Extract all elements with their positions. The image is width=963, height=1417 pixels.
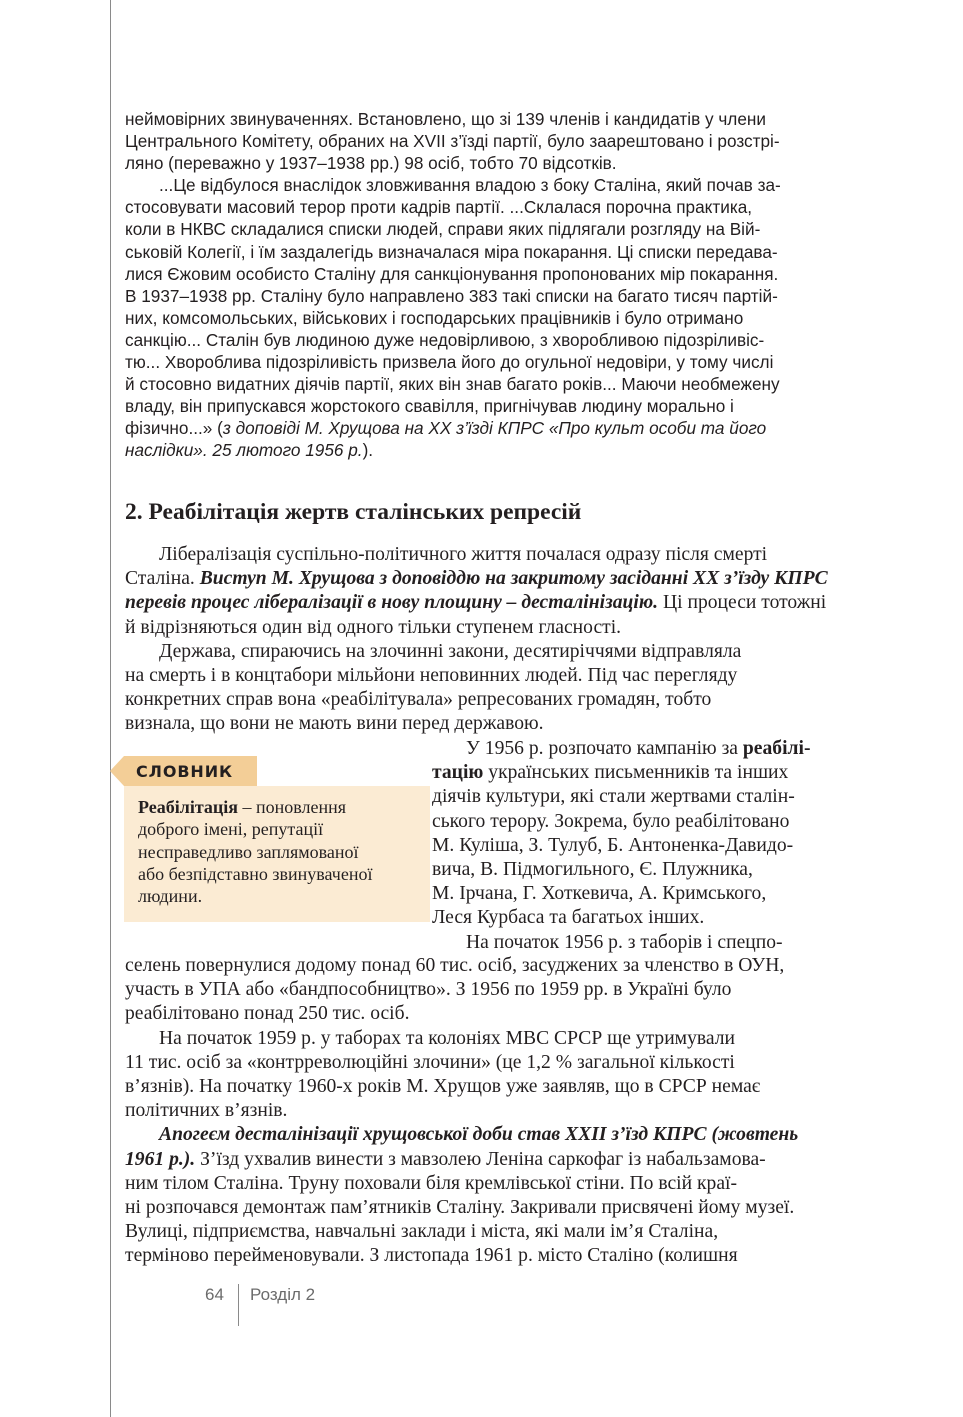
body-line [125,1123,890,1147]
body-text-top [125,543,890,737]
quote-line: лися Єжовим особисто Сталіну для санкціонування пропонованих мір покарання. [125,263,779,284]
body-line: терміново перейменовували. З листопада 1961 р. місто Сталіно (колишня [125,1245,738,1267]
body-line: й відрізняються один від одного тільки ступенем гласності. [125,616,622,638]
body-line: ним тілом Сталіна. Труну поховали біля кремлівської стіни. По всій краї- [125,1172,737,1194]
body-line: Держава, спираючись на злочинні закони, десятиріччями відправляла [159,640,742,662]
dictionary-definition: – поновлення [238,797,347,817]
body-text-wrapped [432,737,890,955]
page-margin-rule [110,0,111,1417]
quote-block [125,108,890,462]
quote-line: Центрального Комітету, обраних на XVII з’їзді партії, було заарештовано і розстрі- [125,131,780,152]
term-text: реабілі- [742,738,811,759]
body-text: У 1956 р. розпочато кампанію за [466,738,743,759]
quote-line: неймовірних звинуваченнях. Встановлено, що зі 139 членів і кандидатів у члени [125,109,766,129]
quote-line: тю... Хвороблива підозріливість призвела його до огульної недовіри, у тому числі [125,352,774,373]
quote-text: ). [362,440,374,461]
body-text: Сталіна. [125,568,200,590]
quote-source: наслідки». 25 лютого 1956 р. [125,440,363,461]
quote-line: коли в НКВС складалися списки людей, справи яких підлягали розгляду на Вій- [125,219,761,240]
emphasis-text: 1961 р.). [125,1148,196,1170]
body-line: діячів культури, які стали жертвами сталін- [432,786,795,808]
emphasis-text: перевів процес лібералізації в нову площину – десталінізацію. [125,592,659,614]
quote-line: й стосовно видатних діячів партії, яких він знав багато років... Маючи необмежену [125,374,780,395]
dictionary-line: несправедливо заплямованої [138,841,359,862]
body-line [432,761,890,785]
quote-line: стосовувати масовий терор проти кадрів партії. ...Склалася порочна практика, [125,197,753,218]
page-number: 64 [205,1285,224,1304]
quote-line: В 1937–1938 рр. Сталіну було направлено 383 такі списки на багато тисяч партій- [125,285,778,306]
body-line: участь в УПА або «бандпособництво». З 1956 по 1959 рр. в Україні було [125,979,732,1001]
dictionary-label: СЛОВНИК [136,762,233,781]
dictionary-line: або безпідставно звинуваченої [138,863,373,884]
body-line [125,1148,890,1172]
body-line: На початок 1959 р. у таборах та колоніях МВС СРСР ще утримували [159,1027,735,1049]
quote-line: владу, він припускався жорстокого свавілля, пригнічував людину морально і [125,396,734,417]
body-line: М. Ірчана, Г. Хоткевича, А. Кримського, [432,883,767,905]
dictionary-line: доброго імені, репутації [138,819,324,840]
body-line: на смерть і в концтабори мільйони неповинних людей. Під час перегляду [125,665,738,687]
body-line: На початок 1956 р. з таборів і спецпо- [466,931,783,953]
quote-line: них, комсомольських, військових і господарських працівників і було отримано [125,307,744,328]
quote-text: фізично...» ( [125,418,223,439]
body-line: конкретних справ вона «реабілітувала» репресованих громадян, тобто [125,689,712,711]
body-text-bottom [125,954,890,1269]
section-heading: 2. Реабілітація жертв сталінських репресій [125,499,582,525]
quote-line: санкцію... Сталін був людиною дуже недовірливою, з хворобливою підозріливіс- [125,329,765,350]
dictionary-term: Реабілітація [138,797,239,817]
quote-line: ськовій Колегії, і їм заздалегідь визначалася міра покарання. Ці списки передава- [125,241,778,262]
body-line: визнала, що вони не мають вини перед державою. [125,713,544,735]
body-text: З’їзд ухвалив винести з мавзолею Леніна саркофаг із набальзамова- [195,1148,766,1170]
quote-line: ляно (переважно у 1937–1938 рр.) 98 осіб, тобто 70 відсотків. [125,153,617,174]
dictionary-box [124,786,430,922]
emphasis-text: Апогеєм десталінізації хрущовської доби став ХХІІ з’їзд КПРС (жовтень [159,1124,799,1146]
body-line: М. Куліша, З. Тулуб, Б. Антоненка-Давидо- [432,834,794,856]
quote-source-line [125,417,890,439]
quote-source-line [125,439,890,461]
body-line: політичних в’язнів. [125,1100,288,1122]
body-line: ського терору. Зокрема, було реабілітовано [432,810,790,832]
body-line: в’язнів). На початку 1960-х років М. Хрущов уже заявляв, що в СРСР немає [125,1076,761,1098]
footer-divider [238,1284,239,1326]
body-text: Ці процеси тотожні [658,592,827,614]
quote-line: ...Це відбулося внаслідок зловживання владою з боку Сталіна, який почав за- [159,175,781,196]
dictionary-line: людини. [138,886,203,907]
body-line: Лібералізація суспільно-політичного життя почалася одразу після смерті [159,544,768,565]
footer-section: Розділ 2 [250,1285,316,1304]
body-line: 11 тис. осіб за «контрреволюційні злочини» (це 1,2 % загальної кількості [125,1051,735,1073]
body-line: Вулиці, підприємства, навчальні заклади і міста, які мали ім’я Сталіна, [125,1221,719,1243]
dictionary-line [138,796,416,818]
body-line: ні розпочався демонтаж пам’ятників Сталіну. Закривали присвячені йому музеї. [125,1197,795,1219]
body-line [125,591,890,615]
body-line: Леся Курбаса та багатьох інших. [432,907,705,929]
term-text: тацію [432,762,484,784]
body-line [432,737,890,761]
emphasis-text: Виступ М. Хрущова з доповіддю на закритому засіданні ХХ з’їзду КПРС [199,568,828,590]
body-line: вича, В. Підмогильного, Є. Плужника, [432,859,753,881]
body-line [125,567,890,591]
body-text: українських письменників та інших [483,762,789,784]
body-line: селень повернулися додому понад 60 тис. осіб, засуджених за членство в ОУН, [125,955,785,976]
dictionary-tab [124,756,257,786]
body-line: реабілітовано понад 250 тис. осіб. [125,1003,410,1025]
quote-source: з доповіді М. Хрущова на XX з’їзді КПРС «Про культ особи та його [222,418,767,439]
